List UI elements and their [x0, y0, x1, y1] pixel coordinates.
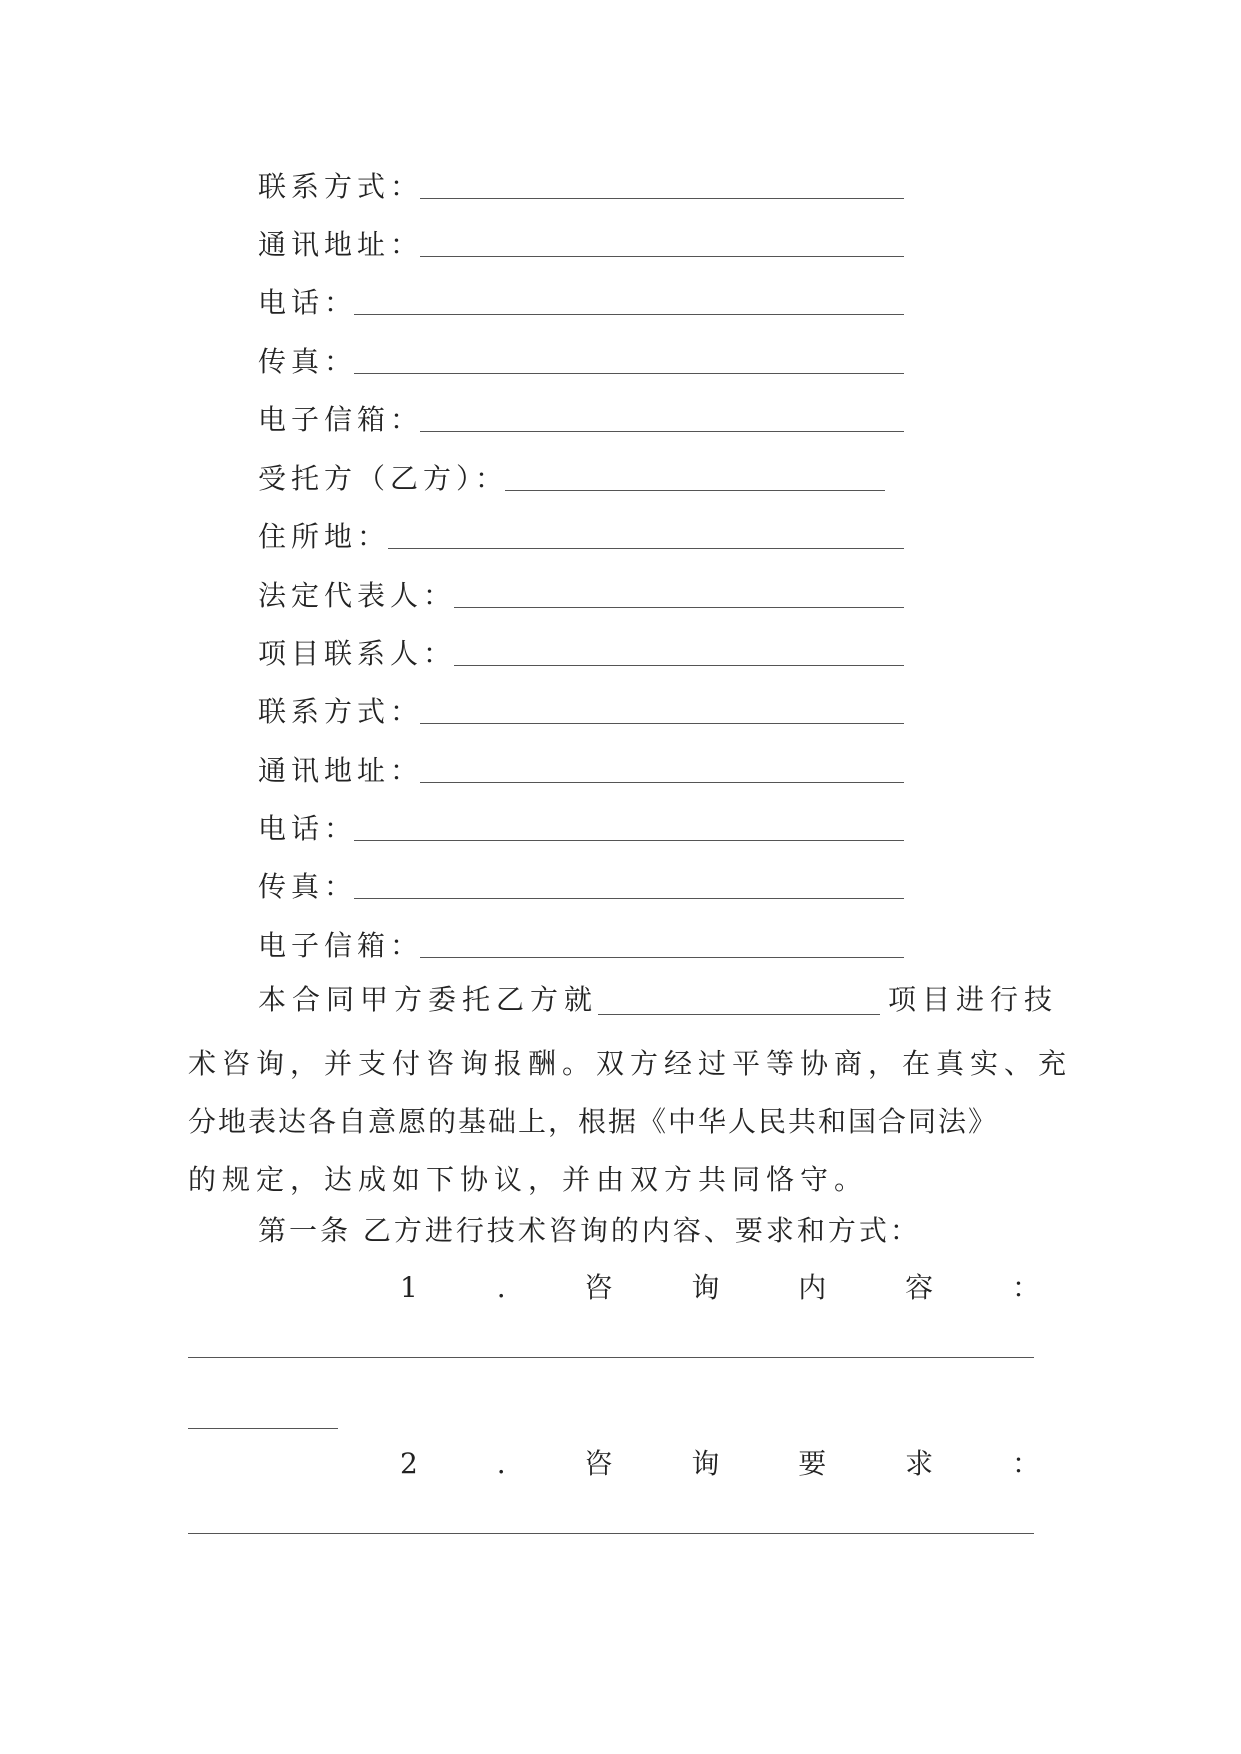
article1-heading: 第一条 乙方进行技术咨询的内容、要求和方式：: [258, 1214, 921, 1247]
party-b-residence-label: 住所地：: [258, 520, 391, 553]
party-b-contact-blank[interactable]: [420, 723, 904, 724]
party-b-email-blank[interactable]: [420, 957, 904, 958]
party-a-fax-blank[interactable]: [354, 373, 904, 374]
item1-colon: ：: [1011, 1271, 1040, 1304]
item2-consult-requirement-heading: [400, 1444, 1040, 1484]
party-b-email-label: 电子信箱：: [258, 929, 424, 962]
party-b-phone-blank[interactable]: [354, 840, 904, 841]
party-b-residence-blank[interactable]: [388, 548, 904, 549]
consult-content-blank-line1[interactable]: [188, 1357, 1034, 1358]
consult-requirement-blank-line1[interactable]: [188, 1533, 1034, 1534]
party-b-project-contact-blank[interactable]: [454, 665, 904, 666]
party-a-contact-label: 联系方式：: [258, 170, 424, 203]
item2-char1: 咨: [584, 1447, 613, 1480]
item1-char4: 容: [905, 1271, 934, 1304]
party-a-email-blank[interactable]: [420, 431, 904, 432]
item1-char2: 询: [691, 1271, 720, 1304]
item1-dot: .: [496, 1271, 506, 1304]
project-name-blank[interactable]: [598, 1014, 880, 1015]
item2-dot: .: [496, 1447, 506, 1480]
party-a-fax-label: 传真：: [258, 345, 358, 378]
party-b-fax-label: 传真：: [258, 870, 358, 903]
item2-colon: ：: [1011, 1447, 1040, 1480]
intro-line4: 的规定，达成如下协议，并由双方共同恪守。: [188, 1163, 869, 1196]
party-b-legal-rep-blank[interactable]: [454, 607, 904, 608]
item1-consult-content-heading: [400, 1268, 1040, 1308]
party-b-address-blank[interactable]: [420, 782, 904, 783]
party-a-email-label: 电子信箱：: [258, 403, 424, 436]
party-b-project-contact-label: 项目联系人：: [258, 637, 457, 670]
item1-number: 1: [400, 1271, 418, 1304]
party-a-phone-label: 电话：: [258, 286, 358, 319]
item1-char3: 内: [798, 1271, 827, 1304]
consult-content-blank-line2[interactable]: [188, 1428, 338, 1429]
party-b-name-blank[interactable]: [505, 490, 885, 491]
item1-char1: 咨: [584, 1271, 613, 1304]
party-b-phone-label: 电话：: [258, 812, 358, 845]
item2-number: 2: [400, 1447, 418, 1480]
party-b-address-label: 通讯地址：: [258, 754, 424, 787]
party-b-header-label: 受托方（乙方）：: [258, 462, 509, 495]
party-a-address-blank[interactable]: [420, 256, 904, 257]
party-a-address-label: 通讯地址：: [258, 228, 424, 261]
intro-line1-suffix: 项目进行技: [888, 983, 1059, 1016]
intro-line1-prefix: 本合同甲方委托乙方就: [258, 983, 599, 1016]
party-b-legal-rep-label: 法定代表人：: [258, 579, 457, 612]
party-b-fax-blank[interactable]: [354, 898, 904, 899]
item2-char3: 要: [798, 1447, 827, 1480]
item2-char2: 询: [691, 1447, 720, 1480]
intro-line2: 术咨询，并支付咨询报酬。双方经过平等协商，在真实、充: [188, 1047, 1073, 1080]
item2-char4: 求: [905, 1447, 934, 1480]
party-b-contact-label: 联系方式：: [258, 695, 424, 728]
intro-line3: 分地表达各自意愿的基础上，根据《中华人民共和国合同法》: [188, 1105, 999, 1138]
party-a-phone-blank[interactable]: [354, 314, 904, 315]
party-a-contact-blank[interactable]: [420, 198, 904, 199]
